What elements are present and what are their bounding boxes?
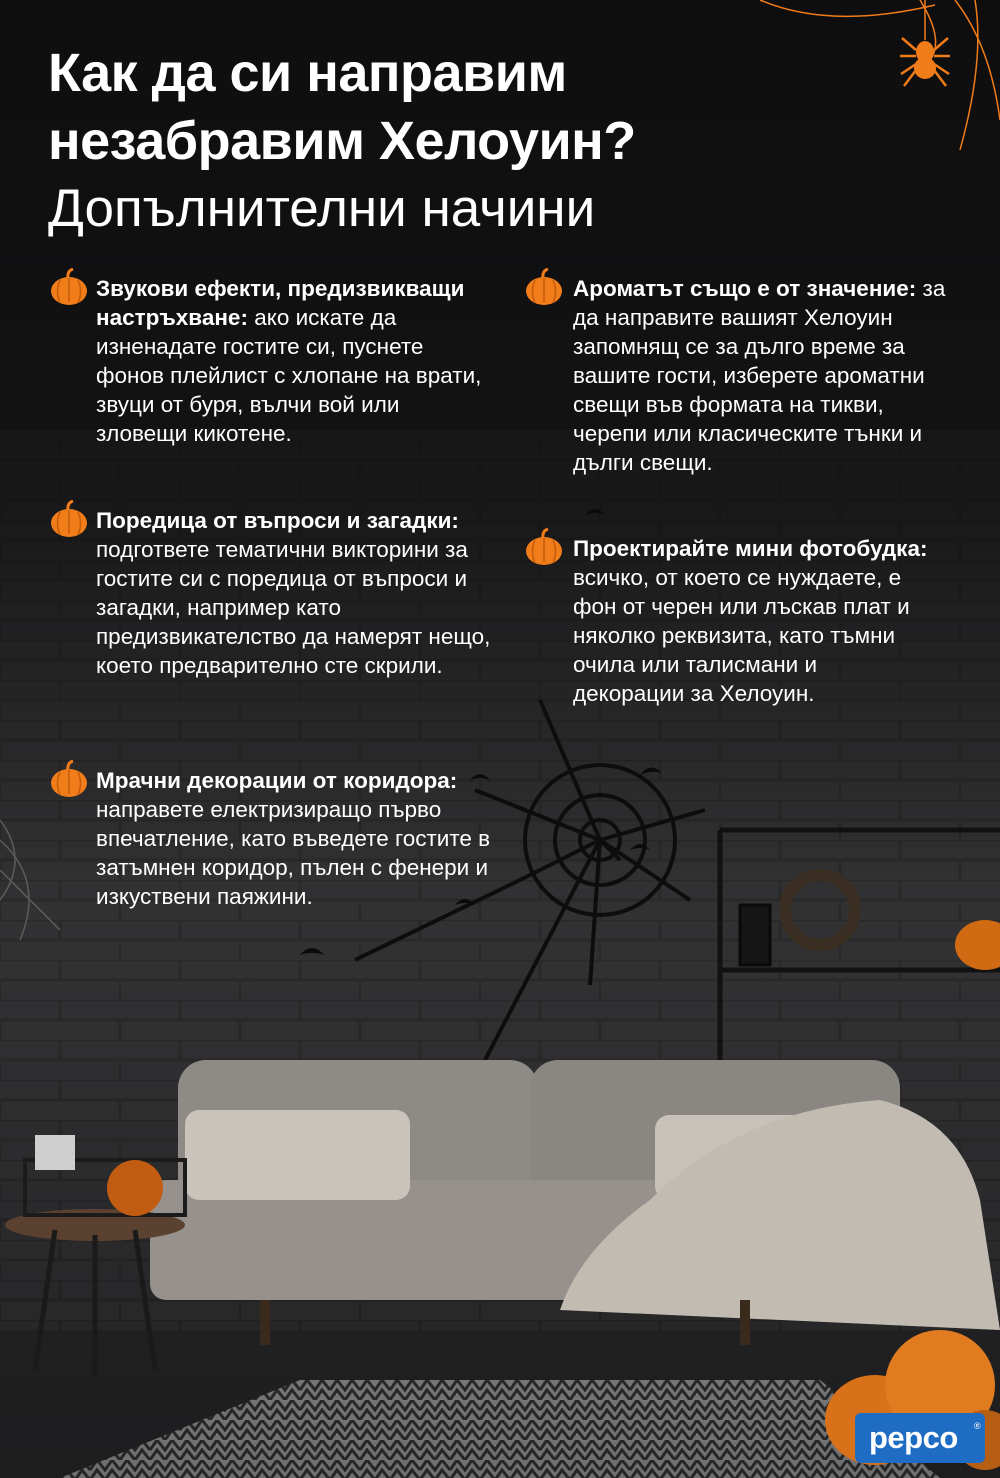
- tip-scents: [573, 274, 958, 477]
- tip-text: за да направите вашият Хелоуин запомнящ се за дълго време за вашите гости, изберете ароматни свещи във формата на тикви, черепи или класическите тънки и дълги свещи.: [573, 276, 946, 475]
- tip-heading: Звукови ефекти, предизвикващи настръхване:: [96, 276, 465, 330]
- pumpkin-icon: [524, 268, 564, 306]
- tip-quiz-riddles: [96, 506, 496, 680]
- tip-hallway-decor: [96, 766, 496, 911]
- logo-text: pepco: [869, 1420, 958, 1455]
- pumpkin-icon: [49, 760, 89, 798]
- tip-sound-effects: [96, 274, 496, 448]
- pepco-logo: [855, 1413, 985, 1463]
- tip-heading: Поредица от въпроси и загадки:: [96, 508, 459, 533]
- page-subtitle: Допълнителни начини: [48, 179, 596, 238]
- page-title-line-1: Как да си направим: [48, 43, 567, 103]
- pumpkin-icon: [49, 500, 89, 538]
- tip-text: направете електризиращо първо впечатление, като въведете гостите в затъмнен коридор, пълен с фенери и изкуствени паяжини.: [96, 797, 491, 909]
- pumpkin-icon: [524, 528, 564, 566]
- tip-heading: Проектирайте мини фотобудка:: [573, 536, 928, 561]
- tip-photo-booth: [573, 534, 933, 708]
- tip-text: подгответе тематични викторини за гостите си с поредица от въпроси и загадки, например като предизвикателство да намерят нещо, което предварително сте скрили.: [96, 537, 491, 678]
- tip-text: всичко, от което се нуждаете, е фон от черен или лъскав плат и няколко реквизита, като тъмни очила или талисмани и декорации за Хелоуин.: [573, 565, 910, 706]
- tip-heading: Мрачни декорации от коридора:: [96, 768, 458, 793]
- tip-text: ако искате да изненадате гостите си, пуснете фонов плейлист с хлопане на врати, звуци от буря, вълчи вой или зловещи кикотене.: [96, 305, 482, 446]
- registered-mark: ®: [974, 1421, 981, 1431]
- tip-heading: Ароматът също е от значение:: [573, 276, 917, 301]
- pumpkin-icon: [49, 268, 89, 306]
- page-title-line-2: незабравим Хелоуин?: [48, 111, 636, 171]
- spider-icon: [690, 0, 1000, 150]
